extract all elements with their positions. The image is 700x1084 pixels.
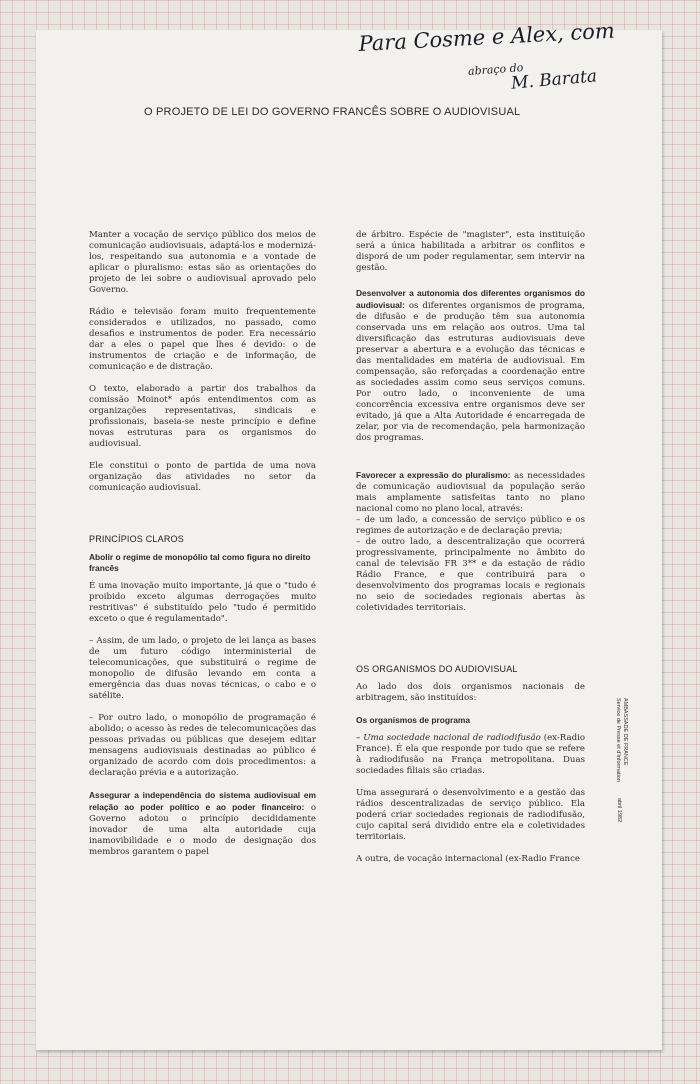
subheading-organismos-programa: Os organismos de programa (356, 715, 471, 725)
document-page (36, 18, 662, 1050)
subheading-autonomia: Desenvolver a autonomia dos diferentes organismos do audiovisual: (356, 288, 585, 310)
document-title: O PROJETO DE LEI DO GOVERNO FRANCÊS SOBRE O AUDIOVISUAL (144, 106, 521, 118)
paragraph-independencia (89, 790, 316, 858)
paragraph-autonomia-text: os diferentes organismos de programa, de difusão e de produção têm sua autonomia conservada uns em relação aos outros. Uma tal diversificação das estruturas audiovisuais deve preservar a abertura e a evolução das técnicas e das mentalidades em matéria de audiovisual. Em compensação, são reforçadas a coordenação entre as sociedades assim como seus serviços comuns. Por outro lado, o inconveniente de uma concorrência excessiva entre organismos deve ser evitado, já que a Alta Autoridade é encarregada de zelar, por via de recomendação, pela harmonização dos programas. (356, 301, 585, 443)
paragraph-independencia-text: o Governo adotou o princípio decididamente inovador de uma alta autoridade cuja inamovibilidade e o modo de designação dos membros garantem o papel (89, 803, 316, 857)
side-note-line1: AMBASSADE DE FRANCE (622, 698, 628, 766)
paragraph-pluralismo-b: – de outro lado, a descentralização que ocorrerá progressivamente, principalmente no âmbito do canal de televisão FR 3** e da estação de rádio Rádio France, e que contribuirá para o desenvolvimento dos programas locais e regionais no seio de sociedades regionais abertas às coletividades territoriais. (356, 537, 585, 613)
intro-paragraph-4: Ele constitui o ponto de partida de uma nova organização das atividades no setor da comunicação audiovisual. (89, 461, 316, 493)
intro-paragraph-1: Manter a vocação de serviço público dos meios de comunicação audiovisuais, adaptá-los e modernizá-los, respeitando sua autonomia e a vontade de aplicar o pluralismo: estas são as orientações do projeto de lei sobre o audiovisual aprovado pelo Governo. (89, 230, 316, 295)
paragraph-pluralismo-a: – de um lado, a concessão de serviço público e os regimes de autorização e de declaração previa; (356, 515, 585, 536)
section-heading-organismos: OS ORGANISMOS DO AUDIOVISUAL (356, 664, 518, 674)
paragraph-codigo: – Assim, de um lado, o projeto de lei lança as bases de um futuro código interministerial de telecomunicações, que substituirá o regime de monopolio de difusão levando em conta a emergência das duas novas técnicas, o cabo e o satélite. (89, 636, 316, 701)
left-column (89, 230, 316, 869)
intro-paragraph-2: Rádio e televisão foram muito frequentemente considerados e utilizados, no passado, como desafios e instrumentos de poder. Era necessário dar a eles o papel que lhes é devido: o de instrumentos de criação e de informação, de comunicação e de distração. (89, 307, 316, 372)
paragraph-arbitro: de árbitro. Espécie de "magister", esta instituição será a única habilitada a arbitrar os conflitos e disporá de um poder regulamentar, sem intervir na gestão. (356, 230, 585, 273)
handwritten-dedication-line2: abraço do (467, 61, 524, 78)
paragraph-pluralismo (356, 470, 585, 515)
paragraph-inovacao: É uma inovação muito importante, já que o "tudo é proibido exceto algumas derrogações muito restritivas" é substituído pelo "tudo é permitido exceto o que é regulamentado". (89, 581, 316, 624)
paragraph-radiodifusao (356, 733, 585, 777)
radiodifusao-italic: – Uma sociedade nacional de radiodifusão (356, 733, 541, 743)
paragraph-ao-lado: Ao lado dos dois organismos nacionais de arbitragem, são instituídos: (356, 682, 585, 703)
paragraph-vocacao-internacional: A outra, de vocação internacional (ex-Radio France (356, 854, 580, 864)
paragraph-radios-descentralizadas: Uma assegurará o desenvolvimento e a gestão das rádios descentralizadas de serviço público. Ela poderá criar sociedades regionais de radiodifusão, cujo capital será dividido entre ela e coletividades territoriais. (356, 788, 585, 842)
subheading-abolir-monopolio: Abolir o regime de monopólio tal como figura no direito francês (89, 552, 311, 573)
subheading-independencia: Assegurar a independência do sistema audiovisual em relação ao poder político e ao poder financeiro: (89, 790, 316, 812)
side-note-ambassade (614, 698, 628, 782)
intro-paragraph-3: O texto, elaborado a partir dos trabalhos da comissão Moinot* após entendimentos com as organizações representativas, sindicais e profissionais, baseia-se neste princípio e define novas estruturas para os organismos do audiovisual. (89, 384, 316, 449)
paragraph-programacao: – Por outro lado, o monopólio de programação é abolido; o acesso às redes de telecomunicações das pessoas privadas ou públicas que desejem editar mensagens audiovisuais destinadas ao público é organizado de acordo com dois procedimentos: a declaração prévia e a autorização. (89, 713, 316, 778)
side-note-date: abril 1982 (616, 798, 622, 823)
paragraph-radiodifusao-text: (ex-Radio France). É ela que responde por tudo que se refere à radiodifusão na França metropolitana. Duas sociedades filiais são criadas. (356, 733, 585, 776)
handwritten-signature: M. Barata (510, 66, 598, 94)
side-note-line2: Service de Presse et d'Information (615, 698, 621, 782)
section-heading-principios: PRINCÍPIOS CLAROS (89, 534, 184, 544)
subheading-pluralismo: Favorecer a expressão do pluralismo: (356, 470, 511, 480)
paragraph-pluralismo-text: as necessidades de comunicação audiovisual da população serão mais amplamente satisfeitas tanto no plano nacional como no plano local, através: (356, 471, 586, 514)
right-column (356, 230, 585, 876)
handwritten-dedication-line1: Para Cosme e Alex, com (358, 18, 616, 56)
paragraph-autonomia (356, 288, 585, 444)
